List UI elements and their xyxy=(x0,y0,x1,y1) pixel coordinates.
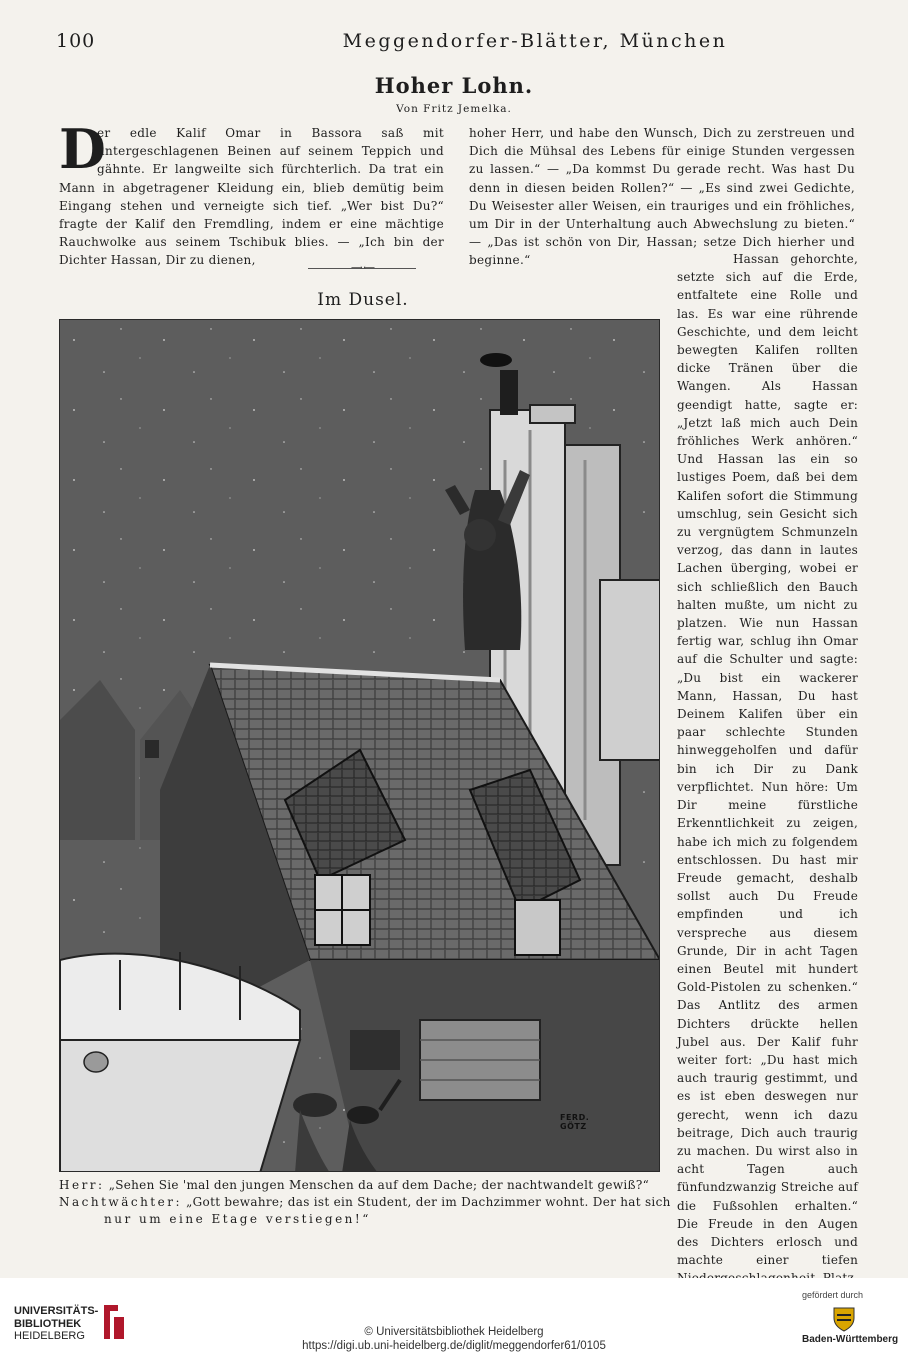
signature-line-2: GÖTZ xyxy=(560,1122,587,1131)
article-column-narrow xyxy=(677,250,858,1306)
caption-speaker-1: Herr: xyxy=(59,1178,105,1192)
cartoon-caption xyxy=(59,1177,671,1228)
article-title: Hoher Lohn. xyxy=(374,73,534,98)
cartoon-title: Im Dusel. xyxy=(317,290,409,310)
right-column-text: hoher Herr, und habe den Wunsch, Dich zu zerstreuen und Dich die Mühsal des Lebens für einige Stunden vergessen zu lassen.“ — „Da kommst Du gerade recht. Was hast Du denn in diesen beiden Rollen?“ — „Es sind zwei Gedichte, Du Weisester aller Weisen, ein trauriges und ein fröhliches, um Dir in der Unterhaltung auch Abwechslung zu bieten.“ — „Das ist schön von Dir, Hassan; setze Dich hierher und beginne.“ xyxy=(469,126,855,268)
rooftop-night-scene xyxy=(60,320,660,1172)
artist-signature xyxy=(560,1113,589,1131)
cartoon-illustration xyxy=(59,319,660,1172)
funder-name: Baden-Württemberg xyxy=(802,1334,899,1345)
article-column-left xyxy=(59,117,444,270)
lower-street-buildings xyxy=(310,960,660,1172)
signature-line-1: FERD. xyxy=(560,1113,590,1122)
left-column-text: er edle Kalif Omar in Bassora saß mit untergeschlagenen Beinen auf seinem Teppich und gähnte. Er langweilte sich fürchterlich. Da trat ein Mann in abgetragener Kleidung ein, blieb demütig beim Eingang stehen und verneigte sich tief. „Wer bist Du?“ fragte der Kalif den Fremdling, indem er eine mächtige Rauchwolke aus seinem Tschibuk blies. — „Ich bin der Dichter Hassan, Dir zu dienen, xyxy=(59,126,444,268)
library-name-line-1: UNIVERSITÄTS- xyxy=(14,1305,99,1317)
caption-speaker-2: Nachtwächter: xyxy=(59,1195,183,1209)
funded-by-label: gefördert durch xyxy=(802,1290,864,1300)
copyright-notice xyxy=(0,1325,908,1353)
narrow-column-text: Hassan gehorchte, setzte sich auf die Erde, entfaltete eine Rolle und las. Es war eine rührende Geschichte, und dem leicht bewegten Kalifen rollten dicke Tränen über die Wangen. Als Hassan geendigt hatte, sagte er: „Jetzt laß mich auch Dein fröhliches Werk anhören.“ Und Hassan las ein so lustiges Poem, daß bei dem Kalifen sofort die Stimmung umschlug, sein Gesicht sich zu vergnügtem Schmunzeln verzog, das dann in lautes Lachen überging, wobei er sich schließlich den Bauch halten mußte, um nicht zu platzen. Wie nun Hassan fertig war, schlug ihn Omar auf die Schulter und sagte: „Du bist ein wackerer Mann, Hassan, Du hast Deinem Kalifen über ein paar schlechte Stunden hinweggeholfen und dafür bin ich Dir zu Dank verpflichtet. Nun höre: Um Dir meine fürstliche Erkenntlichkeit zu zeigen, habe ich mich zu folgendem entschlossen. Du hast mir Freude gemacht, deshalb sollst auch Du Freude empfinden und ich verspreche aus diesem Grunde, Dir in acht Tagen einen Beutel mit hundert Gold-Pistolen zu schenken.“ Das Antlitz des armen Dichters drückte hellen Jubel aus. Der Kalif fuhr weiter fort: „Du hast mich auch traurig gestimmt, und es ist eben deswegen nur gerecht, wenn ich dazu beitrage, Dich auch traurig zu machen. Du wirst also in acht Tagen auch fünfundzwanzig Streiche auf die Fußsohlen erhalten.“ Die Freude in den Augen des Dichters erlosch und machte einer tiefen xyxy=(677,252,858,1268)
caption-line-1 xyxy=(59,1177,668,1194)
library-footer xyxy=(0,1278,908,1358)
page-number: 100 xyxy=(56,30,96,52)
baden-wuerttemberg-crest-icon xyxy=(832,1306,856,1332)
library-name-line-2: BIBLIOTHEK xyxy=(14,1317,82,1330)
library-name-line-3: HEIDELBERG xyxy=(14,1330,85,1342)
drop-cap: D xyxy=(59,117,107,181)
caption-text-2: „Gott bewahre; das ist ein Student, der im Dachzimmer wohnt. Der hat sich xyxy=(186,1195,671,1209)
caption-text-1: „Sehen Sie 'mal den jungen Menschen da auf dem Dache; der nachtwandelt gewiß?“ xyxy=(108,1178,650,1192)
caption-line-3: nur um eine Etage verstiegen!“ xyxy=(104,1212,371,1226)
caption-line-2 xyxy=(59,1194,671,1211)
source-url[interactable]: https://digi.ub.uni-heidelberg.de/diglit/meggendorfer61/0105 xyxy=(302,1340,606,1352)
divider-ornament: ⟶⟵ xyxy=(351,263,376,272)
copyright-text: © Universitätsbibliothek Heidelberg xyxy=(364,1326,544,1338)
page-header xyxy=(56,30,864,62)
article-byline: Von Fritz Jemelka. xyxy=(396,103,512,115)
article-column-right xyxy=(469,124,855,270)
running-head: Meggendorfer-Blätter, München xyxy=(342,30,728,52)
